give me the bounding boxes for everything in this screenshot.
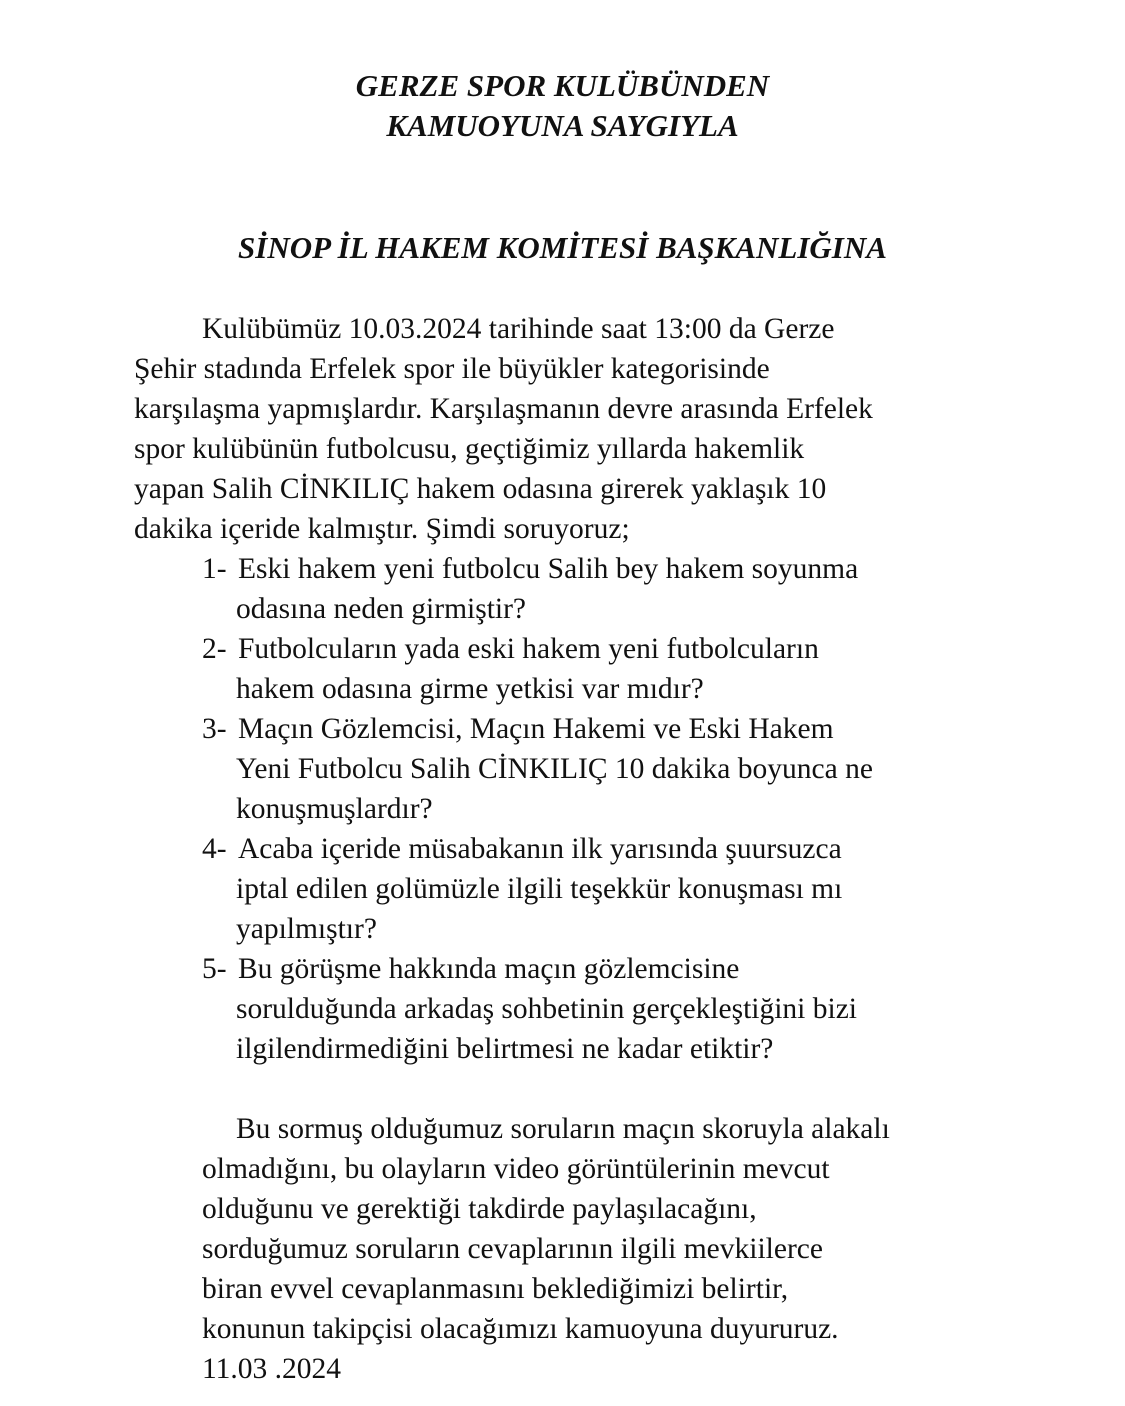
intro-line: Kulübümüz 10.03.2024 tarihinde saat 13:00 da Gerze <box>202 313 835 345</box>
question-line: iptal edilen golümüzle ilgili teşekkür konuşması mı <box>236 873 843 905</box>
question-line: Maçın Gözlemcisi, Maçın Hakemi ve Eski Hakem <box>238 713 834 745</box>
question-line: Acaba içeride müsabakanın ilk yarısında şuursuzca <box>238 833 842 865</box>
question-number: 1- <box>202 553 227 585</box>
question-number: 3- <box>202 713 227 745</box>
question-line: Eski hakem yeni futbolcu Salih bey hakem soyunma <box>238 553 859 585</box>
intro-line: Şehir stadında Erfelek spor ile büyükler kategorisinde <box>134 353 770 385</box>
question-line: odasına neden girmiştir? <box>236 593 527 625</box>
intro-line: spor kulübünün futbolcusu, geçtiğimiz yıllarda hakemlik <box>134 433 805 465</box>
closing-line: biran evvel cevaplanmasını beklediğimizi belirtir, <box>202 1273 789 1305</box>
question-line: yapılmıştır? <box>236 913 377 945</box>
question-line: Bu görüşme hakkında maçın gözlemcisine <box>238 953 740 985</box>
intro-line: yapan Salih CİNKILIÇ hakem odasına girerek yaklaşık 10 <box>134 473 827 505</box>
club-heading: GERZE SPOR KULÜBÜNDEN <box>355 68 770 103</box>
intro-line: dakika içeride kalmıştır. Şimdi soruyoruz; <box>134 513 630 545</box>
question-line: ilgilendirmediğini belirtmesi ne kadar etiktir? <box>236 1033 774 1065</box>
question-line: Futbolcuların yada eski hakem yeni futbolcuların <box>238 633 819 665</box>
public-greeting-heading: KAMUOYUNA SAYGIYLA <box>386 108 739 143</box>
closing-line: sorduğumuz soruların cevaplarının ilgili mevkiilerce <box>202 1233 823 1265</box>
question-line: Yeni Futbolcu Salih CİNKILIÇ 10 dakika boyunca ne <box>236 753 873 785</box>
intro-line: karşılaşma yapmışlardır. Karşılaşmanın devre arasında Erfelek <box>134 393 873 425</box>
document-date: 11.03 .2024 <box>202 1353 342 1385</box>
closing-line: olmadığını, bu olayların video görüntülerinin mevcut <box>202 1153 830 1185</box>
question-number: 2- <box>202 633 227 665</box>
closing-line: Bu sormuş olduğumuz soruların maçın skoruyla alakalı <box>236 1113 890 1145</box>
question-number: 5- <box>202 953 227 985</box>
question-number: 4- <box>202 833 227 865</box>
question-line: konuşmuşlardır? <box>236 793 433 825</box>
closing-line: konunun takipçisi olacağımızı kamuoyuna duyururuz. <box>202 1313 839 1345</box>
question-line: hakem odasına girme yetkisi var mıdır? <box>236 673 704 705</box>
closing-line: olduğunu ve gerektiği takdirde paylaşılacağını, <box>202 1193 757 1225</box>
recipient-heading: SİNOP İL HAKEM KOMİTESİ BAŞKANLIĞINA <box>238 230 887 265</box>
question-line: sorulduğunda arkadaş sohbetinin gerçekleştiğini bizi <box>236 993 857 1025</box>
